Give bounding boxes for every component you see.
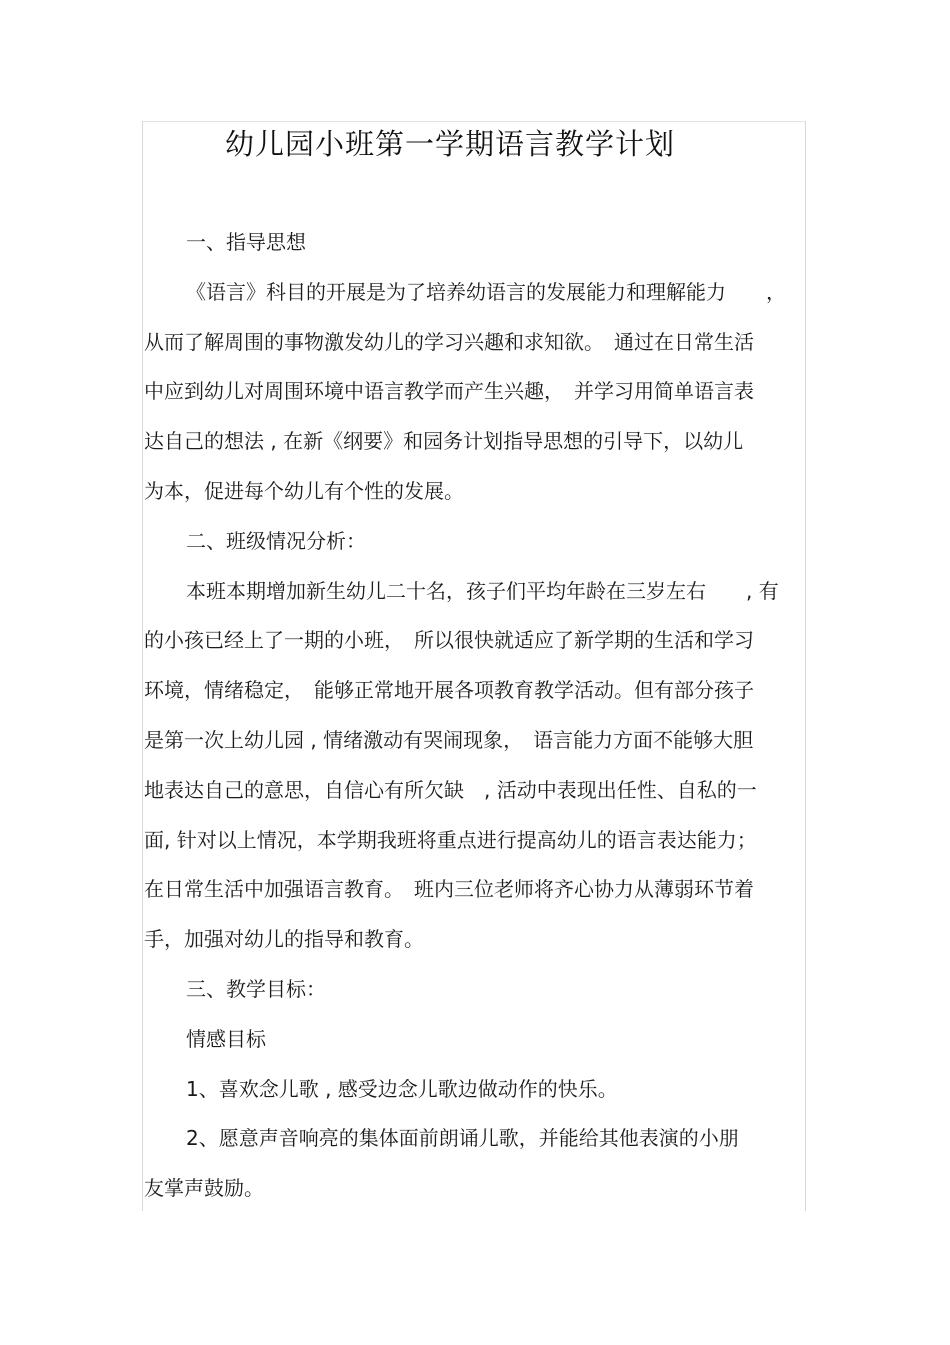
paragraph-line: 《语言》科目的开展是为了培养幼语言的发展能力和理解能力 ， (186, 280, 786, 304)
section-heading-class-analysis: 二、班级情况分析： (186, 529, 366, 553)
document-title: 幼儿园小班第一学期语言教学计划 (224, 127, 675, 161)
paragraph-line: 环境，情绪稳定， 能够正常地开展各项教育教学活动。但有部分孩子 (144, 678, 754, 702)
paragraph-line: 中应到幼儿对周围环境中语言教学而产生兴趣， 并学习用简单语言表 (144, 379, 754, 403)
list-item: 1、喜欢念儿歌 , 感受边念儿歌边做动作的快乐。 (186, 1077, 618, 1101)
paragraph-line: 达自己的想法 , 在新《纲要》和园务计划指导思想的引导下，以幼儿 (144, 429, 744, 453)
paragraph-line: 在日常生活中加强语言教育。 班内三位老师将齐心协力从薄弱环节着 (144, 877, 754, 901)
paragraph-line: 手，加强对幼儿的指导和教育。 (144, 927, 424, 951)
paragraph-line: 本班本期增加新生幼儿二十名，孩子们平均年龄在三岁左右 , 有 (186, 579, 779, 603)
paragraph-line: 为本，促进每个幼儿有个性的发展。 (144, 479, 464, 503)
section-heading-guiding-ideology: 一、指导思想 (186, 230, 306, 254)
paragraph-line: 从而了解周围的事物激发幼儿的学习兴趣和求知欲。 通过在日常生活 (144, 330, 754, 354)
paragraph-line: 地表达自己的意思，自信心有所欠缺 , 活动中表现出任性、自私的一 (144, 778, 757, 802)
paragraph-line: 是第一次上幼儿园 , 情绪激动有哭闹现象， 语言能力方面不能够大胆 (144, 728, 754, 752)
paragraph-line: 的小孩已经上了一期的小班， 所以很快就适应了新学期的生活和学习 (144, 628, 754, 652)
list-item: 2、愿意声音响亮的集体面前朗诵儿歌，并能给其他表演的小朋 (186, 1126, 739, 1150)
subheading-emotional-goals: 情感目标 (186, 1027, 266, 1051)
paragraph-line: 友掌声鼓励。 (144, 1176, 264, 1200)
section-heading-teaching-goals: 三、教学目标： (186, 977, 326, 1001)
paragraph-line: 面, 针对以上情况，本学期我班将重点进行提高幼儿的语言表达能力； (144, 828, 757, 852)
